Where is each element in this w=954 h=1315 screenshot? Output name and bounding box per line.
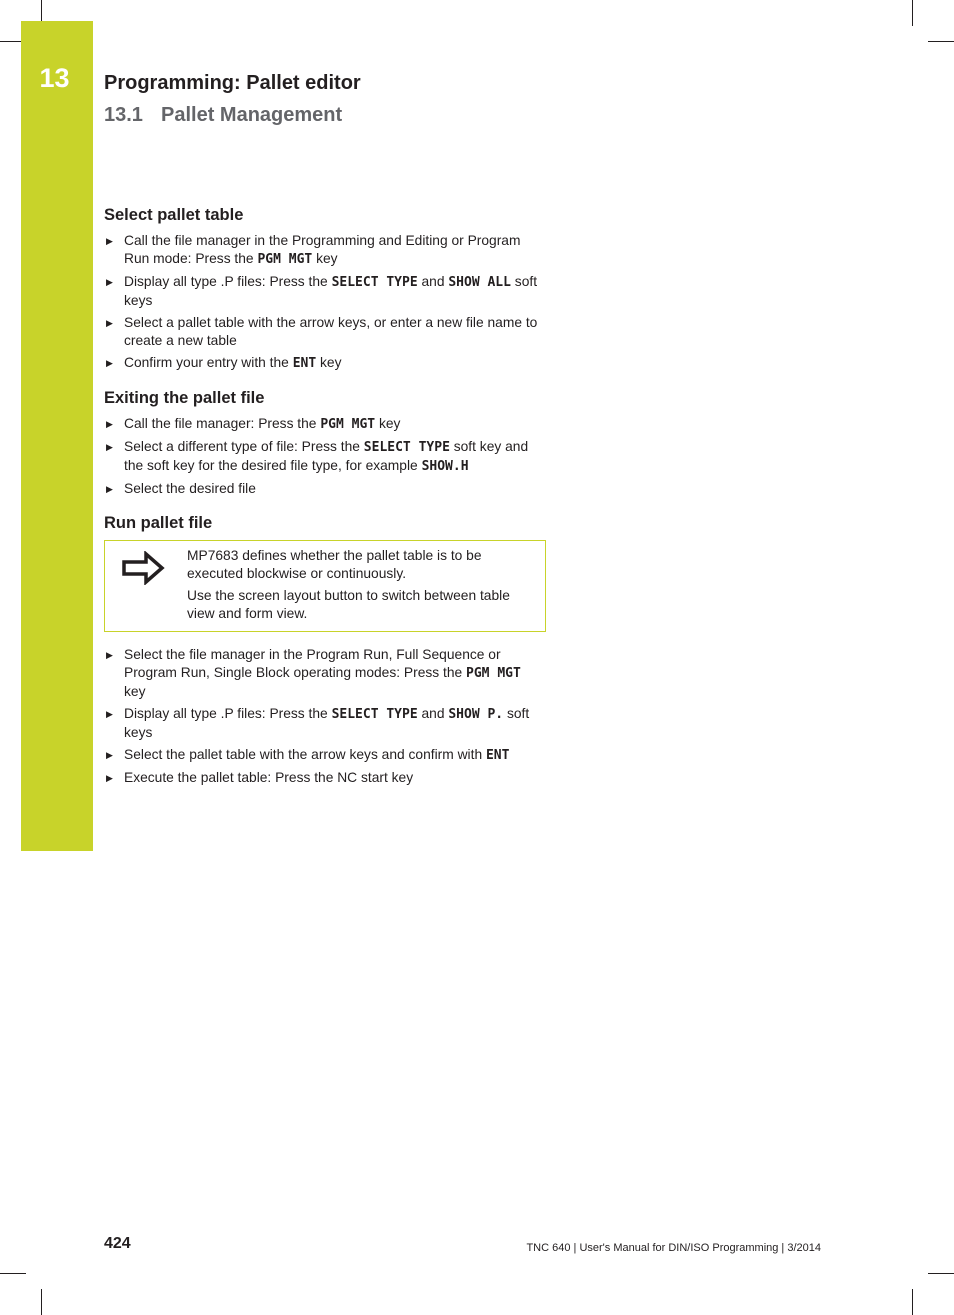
crop-mark bbox=[41, 1289, 42, 1315]
step-text: Execute the pallet table: Press the NC start key bbox=[124, 770, 414, 785]
key-name: SELECT TYPE bbox=[331, 275, 418, 290]
triangle-bullet-icon: ▶ bbox=[106, 419, 113, 429]
step-text: key bbox=[316, 355, 342, 370]
key-name: ENT bbox=[292, 356, 317, 371]
key-name: PGM MGT bbox=[257, 252, 313, 267]
key-name: PGM MGT bbox=[320, 417, 376, 432]
step-text: Call the file manager: Press the bbox=[124, 416, 321, 431]
step-text: Select the desired file bbox=[124, 481, 256, 496]
step-text: and bbox=[417, 274, 449, 289]
arrow-right-icon bbox=[121, 551, 165, 585]
section-heading: Exiting the pallet file bbox=[104, 389, 265, 407]
step-text: Display all type .P files: Press the bbox=[124, 274, 332, 289]
triangle-bullet-icon: ▶ bbox=[106, 236, 113, 246]
step-text: soft keys bbox=[124, 706, 530, 740]
step-text: key bbox=[375, 416, 401, 431]
step-text: and bbox=[417, 706, 449, 721]
step-text: Confirm your entry with the bbox=[124, 355, 293, 370]
triangle-bullet-icon: ▶ bbox=[106, 650, 113, 660]
triangle-bullet-icon: ▶ bbox=[106, 318, 113, 328]
footer-text: TNC 640 | User's Manual for DIN/ISO Programming | 3/2014 bbox=[526, 1242, 821, 1254]
note-box bbox=[104, 540, 546, 632]
key-name: SHOW.H bbox=[421, 459, 469, 474]
list-item bbox=[104, 273, 546, 310]
list-item bbox=[104, 232, 546, 269]
list-item bbox=[104, 646, 546, 701]
key-name: SHOW P. bbox=[448, 707, 504, 722]
list-item bbox=[104, 438, 546, 476]
step-text: Call the file manager in the Programming and Editing or Program Run mode: Press the bbox=[124, 233, 521, 266]
triangle-bullet-icon: ▶ bbox=[106, 358, 113, 368]
step-list bbox=[104, 646, 546, 787]
crop-mark bbox=[912, 1289, 913, 1315]
triangle-bullet-icon: ▶ bbox=[106, 750, 113, 760]
key-name: SELECT TYPE bbox=[331, 707, 418, 722]
list-item bbox=[104, 480, 546, 498]
crop-mark bbox=[0, 1273, 26, 1274]
step-list bbox=[104, 415, 546, 498]
section-title bbox=[104, 104, 342, 127]
list-item bbox=[104, 746, 546, 765]
list-item bbox=[104, 314, 546, 350]
chapter-tab bbox=[21, 21, 93, 851]
section-heading: Run pallet file bbox=[104, 514, 213, 532]
list-item bbox=[104, 415, 546, 434]
list-item bbox=[104, 705, 546, 742]
triangle-bullet-icon: ▶ bbox=[106, 277, 113, 287]
step-list bbox=[104, 232, 546, 373]
page-number: 424 bbox=[104, 1235, 131, 1252]
list-item bbox=[104, 354, 546, 373]
step-text: Select the pallet table with the arrow keys and confirm with bbox=[124, 747, 486, 762]
key-name: ENT bbox=[485, 748, 510, 763]
triangle-bullet-icon: ▶ bbox=[106, 442, 113, 452]
triangle-bullet-icon: ▶ bbox=[106, 484, 113, 494]
step-text: Select a different type of file: Press the bbox=[124, 439, 364, 454]
step-text: key bbox=[124, 684, 146, 699]
chapter-title: Programming: Pallet editor bbox=[104, 72, 361, 94]
step-text: Select a pallet table with the arrow keys, or enter a new file name to create a new table bbox=[124, 315, 538, 348]
key-name: SHOW ALL bbox=[448, 275, 511, 290]
step-text: Select the file manager in the Program Run, Full Sequence or Program Run, Single Block operating modes: Press the bbox=[124, 647, 501, 680]
key-name: SELECT TYPE bbox=[363, 440, 450, 455]
note-paragraph: MP7683 defines whether the pallet table is to be executed blockwise or continuously. bbox=[187, 548, 482, 581]
list-item bbox=[104, 769, 546, 787]
step-text: soft keys bbox=[124, 274, 538, 308]
note-paragraph: Use the screen layout button to switch between table view and form view. bbox=[187, 588, 510, 621]
chapter-number: 13 bbox=[39, 63, 70, 93]
crop-mark bbox=[912, 0, 913, 26]
step-text: key bbox=[312, 251, 338, 266]
note-text bbox=[187, 547, 525, 627]
triangle-bullet-icon: ▶ bbox=[106, 709, 113, 719]
section-number: 13.1 bbox=[104, 104, 143, 126]
step-text: Display all type .P files: Press the bbox=[124, 706, 332, 721]
page-content bbox=[104, 206, 546, 791]
triangle-bullet-icon: ▶ bbox=[106, 773, 113, 783]
crop-mark bbox=[928, 41, 954, 42]
crop-mark bbox=[928, 1273, 954, 1274]
section-heading: Select pallet table bbox=[104, 206, 244, 224]
step-text: soft key and the soft key for the desired file type, for example bbox=[124, 439, 529, 473]
section-name: Pallet Management bbox=[161, 104, 343, 126]
key-name: PGM MGT bbox=[466, 666, 521, 681]
